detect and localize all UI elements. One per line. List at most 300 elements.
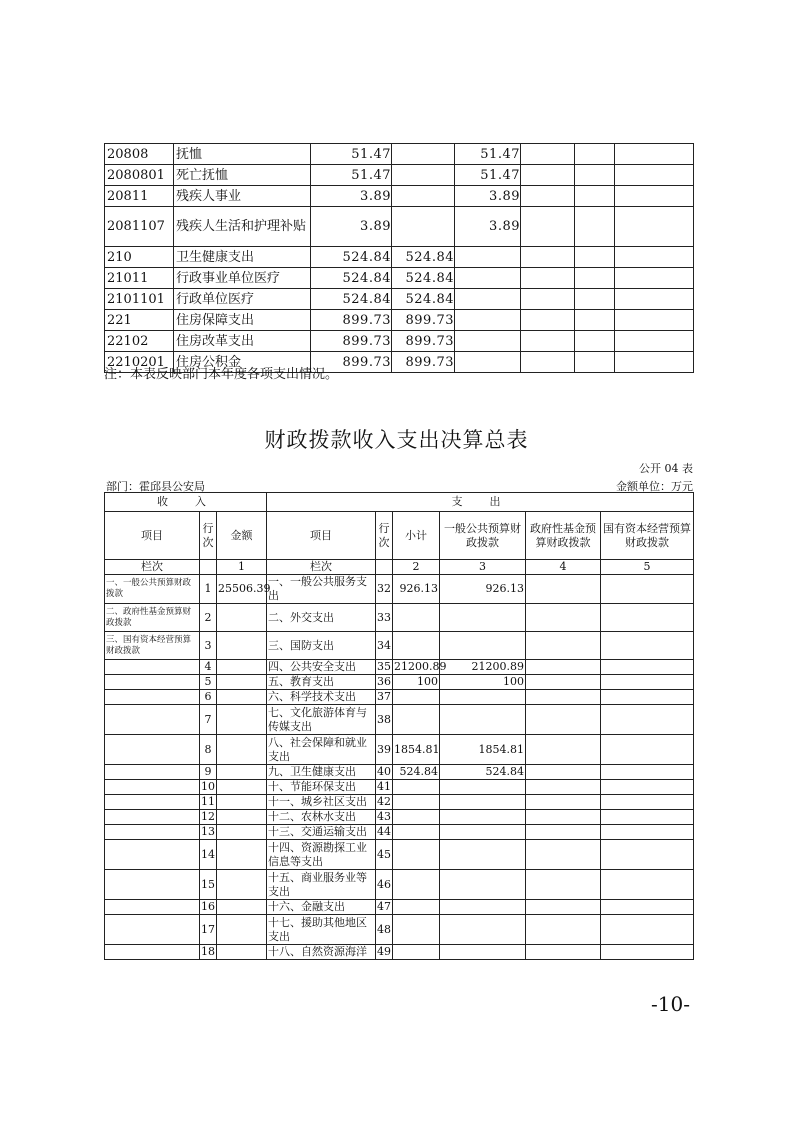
cell-in_amt <box>217 675 267 690</box>
cell-capital <box>601 945 694 960</box>
cell-in_no: 11 <box>201 795 215 808</box>
cell-subtotal <box>393 690 440 705</box>
cell-basic <box>392 165 455 186</box>
cell-c5 <box>521 247 575 268</box>
cell-general <box>440 795 526 810</box>
table-row <box>105 945 694 960</box>
column-label: 栏次 <box>267 560 376 575</box>
cell-basic <box>392 207 455 247</box>
cell-general <box>440 604 526 632</box>
cell-fund <box>526 825 601 840</box>
cell-ex_item: 十一、城乡社区支出 <box>267 795 376 810</box>
cell-subtotal: 926.13 <box>393 575 440 604</box>
table-row <box>105 825 694 840</box>
cell-capital <box>601 840 694 870</box>
cell-capital <box>601 780 694 795</box>
cell-in_no: 13 <box>201 825 215 838</box>
cell-ex_no: 45 <box>376 840 393 870</box>
table-row <box>105 331 694 352</box>
income-header: 收 入 <box>105 493 267 512</box>
cell-subtotal: 524.84 <box>393 765 440 780</box>
cell-in_amt <box>217 765 267 780</box>
cell-in_amt <box>217 870 267 900</box>
table-row <box>105 632 694 660</box>
cell-ex_no: 44 <box>377 825 391 838</box>
cell-fund <box>526 735 601 765</box>
table-row <box>105 810 694 825</box>
cell-c5 <box>521 165 575 186</box>
cell-in_amt <box>217 900 267 915</box>
cell-basic <box>392 144 455 165</box>
subtotal-header: 小计 <box>393 512 440 560</box>
cell-ex_item: 十四、资源勘探工业信息等支出 <box>267 840 376 870</box>
cell-in_item <box>105 825 200 840</box>
cell-project <box>455 268 521 289</box>
cell-general <box>440 780 526 795</box>
table-note: 注：本表反映部门本年度各项支出情况。 <box>104 367 339 382</box>
table-row <box>105 915 694 945</box>
column-5: 5 <box>601 560 694 575</box>
cell-fund <box>526 765 601 780</box>
cell-in_item <box>105 915 200 945</box>
cell-subtotal <box>393 840 440 870</box>
cell-in_item <box>105 945 200 960</box>
cell-basic: 524.84 <box>392 247 455 268</box>
cell-name: 住房公积金 <box>174 352 311 373</box>
cell-subtotal <box>393 604 440 632</box>
cell-in_item <box>105 660 200 675</box>
cell-capital <box>601 604 694 632</box>
cell-total: 524.84 <box>311 247 392 268</box>
cell-project <box>455 310 521 331</box>
cell-ex_item: 九、卫生健康支出 <box>267 765 376 780</box>
cell-ex_item: 十五、商业服务业等支出 <box>267 870 376 900</box>
cell-subtotal <box>393 632 440 660</box>
cell-project: 3.89 <box>455 207 521 247</box>
cell-fund <box>526 795 601 810</box>
cell-ex_no: 49 <box>377 945 391 958</box>
cell-in_item <box>105 840 200 870</box>
table-code: 公开 04 表 <box>639 462 693 475</box>
cell-c7 <box>615 331 694 352</box>
cell-project <box>455 289 521 310</box>
cell-ex_no: 48 <box>376 915 393 945</box>
cell-capital <box>601 675 694 690</box>
cell-in_item <box>105 810 200 825</box>
cell-ex_no: 46 <box>376 870 393 900</box>
cell-in_item: 三、国有资本经营预算财政拨款 <box>105 632 200 660</box>
column-4: 4 <box>526 560 601 575</box>
cell-subtotal <box>393 915 440 945</box>
table-row <box>105 207 694 247</box>
cell-general <box>440 945 526 960</box>
table-row <box>105 247 694 268</box>
cell-total: 524.84 <box>311 268 392 289</box>
cell-ex_no: 43 <box>377 810 391 823</box>
cell-ex_no: 35 <box>377 660 391 673</box>
cell-total: 899.73 <box>311 352 392 373</box>
summary-header <box>105 493 694 575</box>
cell-general <box>440 810 526 825</box>
empty-cell <box>376 560 393 575</box>
cell-project <box>455 331 521 352</box>
cell-in_no: 14 <box>200 840 217 870</box>
cell-general <box>440 690 526 705</box>
table-row <box>105 900 694 915</box>
cell-ex_item: 六、科学技术支出 <box>267 690 376 705</box>
cell-code: 221 <box>105 310 174 331</box>
cell-capital <box>601 765 694 780</box>
cell-capital <box>601 660 694 675</box>
cell-general <box>440 705 526 735</box>
cell-capital <box>601 870 694 900</box>
cell-in_item: 一、一般公共预算财政拨款 <box>105 575 200 604</box>
expense-header: 支 出 <box>267 493 694 512</box>
table-row <box>105 765 694 780</box>
table-row <box>105 780 694 795</box>
cell-ex_item: 三、国防支出 <box>267 632 376 660</box>
cell-ex_no: 40 <box>377 765 391 778</box>
cell-subtotal <box>393 825 440 840</box>
cell-subtotal <box>393 945 440 960</box>
cell-project: 3.89 <box>455 186 521 207</box>
cell-general <box>440 632 526 660</box>
cell-total: 51.47 <box>311 165 392 186</box>
cell-in_item <box>105 900 200 915</box>
cell-name: 行政事业单位医疗 <box>174 268 311 289</box>
cell-code: 22102 <box>105 331 174 352</box>
cell-fund <box>526 870 601 900</box>
cell-c7 <box>615 186 694 207</box>
table-row <box>105 705 694 735</box>
table-row <box>105 310 694 331</box>
cell-c6 <box>575 165 615 186</box>
cell-capital <box>601 632 694 660</box>
gov-fund-header: 政府性基金预算财政拨款 <box>526 512 601 560</box>
income-line-header: 行次 <box>200 512 217 560</box>
cell-c5 <box>521 186 575 207</box>
cell-c6 <box>575 331 615 352</box>
cell-name: 住房改革支出 <box>174 331 311 352</box>
cell-in_no: 12 <box>201 810 215 823</box>
cell-ex_item: 十八、自然资源海洋 <box>267 945 376 960</box>
table-row <box>105 165 694 186</box>
cell-in_no: 3 <box>200 632 217 660</box>
cell-ex_no: 34 <box>376 632 393 660</box>
cell-in_no: 18 <box>201 945 215 958</box>
cell-capital <box>601 690 694 705</box>
cell-code: 20808 <box>105 144 174 165</box>
cell-name: 卫生健康支出 <box>174 247 311 268</box>
cell-code: 2080801 <box>105 165 174 186</box>
cell-ex_no: 39 <box>376 735 393 765</box>
cell-name: 残疾人事业 <box>174 186 311 207</box>
cell-project <box>455 247 521 268</box>
cell-in_no: 10 <box>201 780 215 793</box>
cell-fund <box>526 575 601 604</box>
expense-item-header: 项目 <box>267 512 376 560</box>
cell-c6 <box>575 186 615 207</box>
cell-subtotal <box>393 870 440 900</box>
amount-header: 金额 <box>217 512 267 560</box>
table-row <box>105 795 694 810</box>
cell-basic: 524.84 <box>392 268 455 289</box>
cell-in_amt <box>217 705 267 735</box>
cell-name: 住房保障支出 <box>174 310 311 331</box>
table-row <box>105 870 694 900</box>
cell-in_no: 16 <box>201 900 215 913</box>
cell-in_amt <box>217 945 267 960</box>
empty-cell <box>200 560 217 575</box>
cell-general <box>440 870 526 900</box>
table-row <box>105 735 694 765</box>
cell-in_no: 8 <box>200 735 217 765</box>
cell-code: 2210201 <box>105 352 174 373</box>
cell-ex_no: 47 <box>377 900 391 913</box>
cell-ex_item: 十二、农林水支出 <box>267 810 376 825</box>
cell-project <box>455 352 521 373</box>
cell-fund <box>526 900 601 915</box>
cell-in_no: 5 <box>200 675 217 690</box>
cell-in_amt <box>217 735 267 765</box>
table-row <box>105 289 694 310</box>
cell-capital <box>601 915 694 945</box>
expenditure-detail-table <box>104 143 694 373</box>
cell-subtotal: 21200.89 <box>394 660 447 673</box>
cell-total: 3.89 <box>311 207 392 247</box>
cell-general: 1854.81 <box>440 735 526 765</box>
cell-in_amt <box>217 825 267 840</box>
cell-code: 20811 <box>105 186 174 207</box>
cell-in_item <box>105 690 200 705</box>
cell-ex_item: 八、社会保障和就业支出 <box>267 735 376 765</box>
cell-total: 3.89 <box>311 186 392 207</box>
cell-in_amt <box>217 810 267 825</box>
cell-fund <box>526 705 601 735</box>
cell-in_no: 9 <box>200 765 217 780</box>
page-number: -10- <box>651 992 690 1016</box>
cell-general: 926.13 <box>440 575 526 604</box>
cell-ex_item: 四、公共安全支出 <box>267 660 376 675</box>
unit-label: 金额单位：万元 <box>616 480 693 493</box>
cell-c7 <box>615 207 694 247</box>
cell-subtotal <box>393 705 440 735</box>
cell-subtotal <box>393 810 440 825</box>
cell-ex_item: 二、外交支出 <box>267 604 376 632</box>
cell-in_item <box>105 675 200 690</box>
cell-name: 残疾人生活和护理补贴 <box>174 207 311 247</box>
table-row <box>105 604 694 632</box>
cell-ex_item: 七、文化旅游体育与传媒支出 <box>267 705 376 735</box>
page-title: 财政拨款收入支出决算总表 <box>264 428 529 452</box>
cell-project: 51.47 <box>455 165 521 186</box>
cell-in_no: 17 <box>200 915 217 945</box>
cell-c5 <box>521 352 575 373</box>
cell-capital <box>601 735 694 765</box>
cell-basic <box>392 186 455 207</box>
cell-basic: 899.73 <box>392 352 455 373</box>
cell-ex_item: 十三、交通运输支出 <box>267 825 376 840</box>
cell-code: 210 <box>105 247 174 268</box>
cell-code: 2101101 <box>105 289 174 310</box>
cell-subtotal: 100 <box>393 675 440 690</box>
cell-ex_no: 42 <box>377 795 391 808</box>
cell-capital <box>601 825 694 840</box>
cell-general <box>440 915 526 945</box>
cell-total: 899.73 <box>311 331 392 352</box>
cell-in_no: 6 <box>200 690 217 705</box>
cell-in_amt <box>217 780 267 795</box>
general-budget-header: 一般公共预算财政拨款 <box>440 512 526 560</box>
cell-ex_no: 41 <box>377 780 391 793</box>
cell-subtotal <box>393 795 440 810</box>
cell-ex_item: 五、教育支出 <box>267 675 376 690</box>
cell-in_no: 15 <box>200 870 217 900</box>
cell-c6 <box>575 289 615 310</box>
cell-ex_no: 32 <box>376 575 393 604</box>
column-1: 1 <box>217 560 267 575</box>
cell-name: 抚恤 <box>174 144 311 165</box>
cell-fund <box>526 660 601 675</box>
column-label: 栏次 <box>105 560 200 575</box>
cell-capital <box>601 810 694 825</box>
cell-c5 <box>521 331 575 352</box>
expense-line-header: 行次 <box>376 512 393 560</box>
cell-ex_no: 37 <box>377 690 391 703</box>
cell-c6 <box>575 247 615 268</box>
income-item-header: 项目 <box>105 512 200 560</box>
summary-body <box>105 575 694 960</box>
cell-in_item <box>105 870 200 900</box>
cell-c5 <box>521 144 575 165</box>
cell-code: 21011 <box>105 268 174 289</box>
cell-code: 2081107 <box>105 207 174 247</box>
cell-fund <box>526 810 601 825</box>
cell-c5 <box>521 289 575 310</box>
cell-c6 <box>575 352 615 373</box>
cell-capital <box>601 705 694 735</box>
cell-in_amt <box>217 660 267 675</box>
cell-subtotal: 1854.81 <box>393 735 440 765</box>
cell-c7 <box>615 268 694 289</box>
cell-general: 100 <box>440 675 526 690</box>
table-row <box>105 690 694 705</box>
cell-c7 <box>615 352 694 373</box>
cell-basic: 899.73 <box>392 331 455 352</box>
cell-c6 <box>575 310 615 331</box>
cell-fund <box>526 840 601 870</box>
cell-fund <box>526 604 601 632</box>
cell-ex_item: 十六、金融支出 <box>267 900 376 915</box>
cell-in_no: 2 <box>200 604 217 632</box>
cell-c6 <box>575 268 615 289</box>
cell-ex_item: 十七、援助其他地区支出 <box>267 915 376 945</box>
cell-subtotal <box>393 780 440 795</box>
state-capital-header: 国有资本经营预算财政拨款 <box>601 512 694 560</box>
column-2: 2 <box>393 560 440 575</box>
cell-total: 899.73 <box>311 310 392 331</box>
cell-basic: 524.84 <box>392 289 455 310</box>
column-3: 3 <box>440 560 526 575</box>
cell-project: 51.47 <box>455 144 521 165</box>
cell-basic: 899.73 <box>392 310 455 331</box>
cell-capital <box>601 900 694 915</box>
table-row <box>105 186 694 207</box>
cell-c5 <box>521 268 575 289</box>
cell-general: 21200.89 <box>440 660 526 675</box>
cell-c7 <box>615 247 694 268</box>
cell-in_amt <box>217 840 267 870</box>
cell-in_no: 4 <box>200 660 217 675</box>
cell-in_no: 7 <box>200 705 217 735</box>
cell-c7 <box>615 289 694 310</box>
cell-total: 524.84 <box>311 289 392 310</box>
cell-in_item <box>105 795 200 810</box>
cell-in_amt <box>217 632 267 660</box>
cell-ex_no: 33 <box>376 604 393 632</box>
cell-ex_no: 36 <box>377 675 391 688</box>
cell-general: 524.84 <box>440 765 526 780</box>
table-row <box>105 268 694 289</box>
cell-name: 死亡抚恤 <box>174 165 311 186</box>
cell-capital <box>601 575 694 604</box>
cell-fund <box>526 780 601 795</box>
cell-ex_item: 十、节能环保支出 <box>267 780 376 795</box>
cell-general <box>440 825 526 840</box>
cell-c6 <box>575 207 615 247</box>
cell-name: 行政单位医疗 <box>174 289 311 310</box>
cell-fund <box>526 915 601 945</box>
cell-c7 <box>615 144 694 165</box>
cell-general <box>440 900 526 915</box>
cell-total: 51.47 <box>311 144 392 165</box>
cell-c6 <box>575 144 615 165</box>
department-label: 部门：霍邱县公安局 <box>106 480 205 493</box>
cell-c5 <box>521 310 575 331</box>
cell-c5 <box>521 207 575 247</box>
cell-in_amt <box>217 795 267 810</box>
cell-fund <box>526 675 601 690</box>
cell-ex_no: 38 <box>376 705 393 735</box>
cell-in_item <box>105 705 200 735</box>
cell-in_amt <box>217 690 267 705</box>
table-row <box>105 675 694 690</box>
table-row <box>105 575 694 604</box>
cell-in_item: 二、政府性基金预算财政拨款 <box>105 604 200 632</box>
cell-in_item <box>105 780 200 795</box>
fiscal-summary-table <box>104 492 694 960</box>
cell-general <box>440 840 526 870</box>
cell-in_item <box>105 765 200 780</box>
cell-capital <box>601 795 694 810</box>
cell-in_amt: 25506.39 <box>217 575 267 604</box>
cell-in_item <box>105 735 200 765</box>
cell-fund <box>526 945 601 960</box>
cell-c7 <box>615 310 694 331</box>
table-row <box>105 840 694 870</box>
cell-c7 <box>615 165 694 186</box>
cell-ex_item: 一、一般公共服务支出 <box>267 575 376 604</box>
cell-in_amt <box>217 604 267 632</box>
expenditure-detail-body <box>105 144 694 373</box>
table-row <box>105 144 694 165</box>
cell-fund <box>526 690 601 705</box>
cell-in_no: 1 <box>200 575 217 604</box>
cell-fund <box>526 632 601 660</box>
table-row <box>105 660 694 675</box>
cell-subtotal <box>393 900 440 915</box>
cell-in_amt <box>217 915 267 945</box>
